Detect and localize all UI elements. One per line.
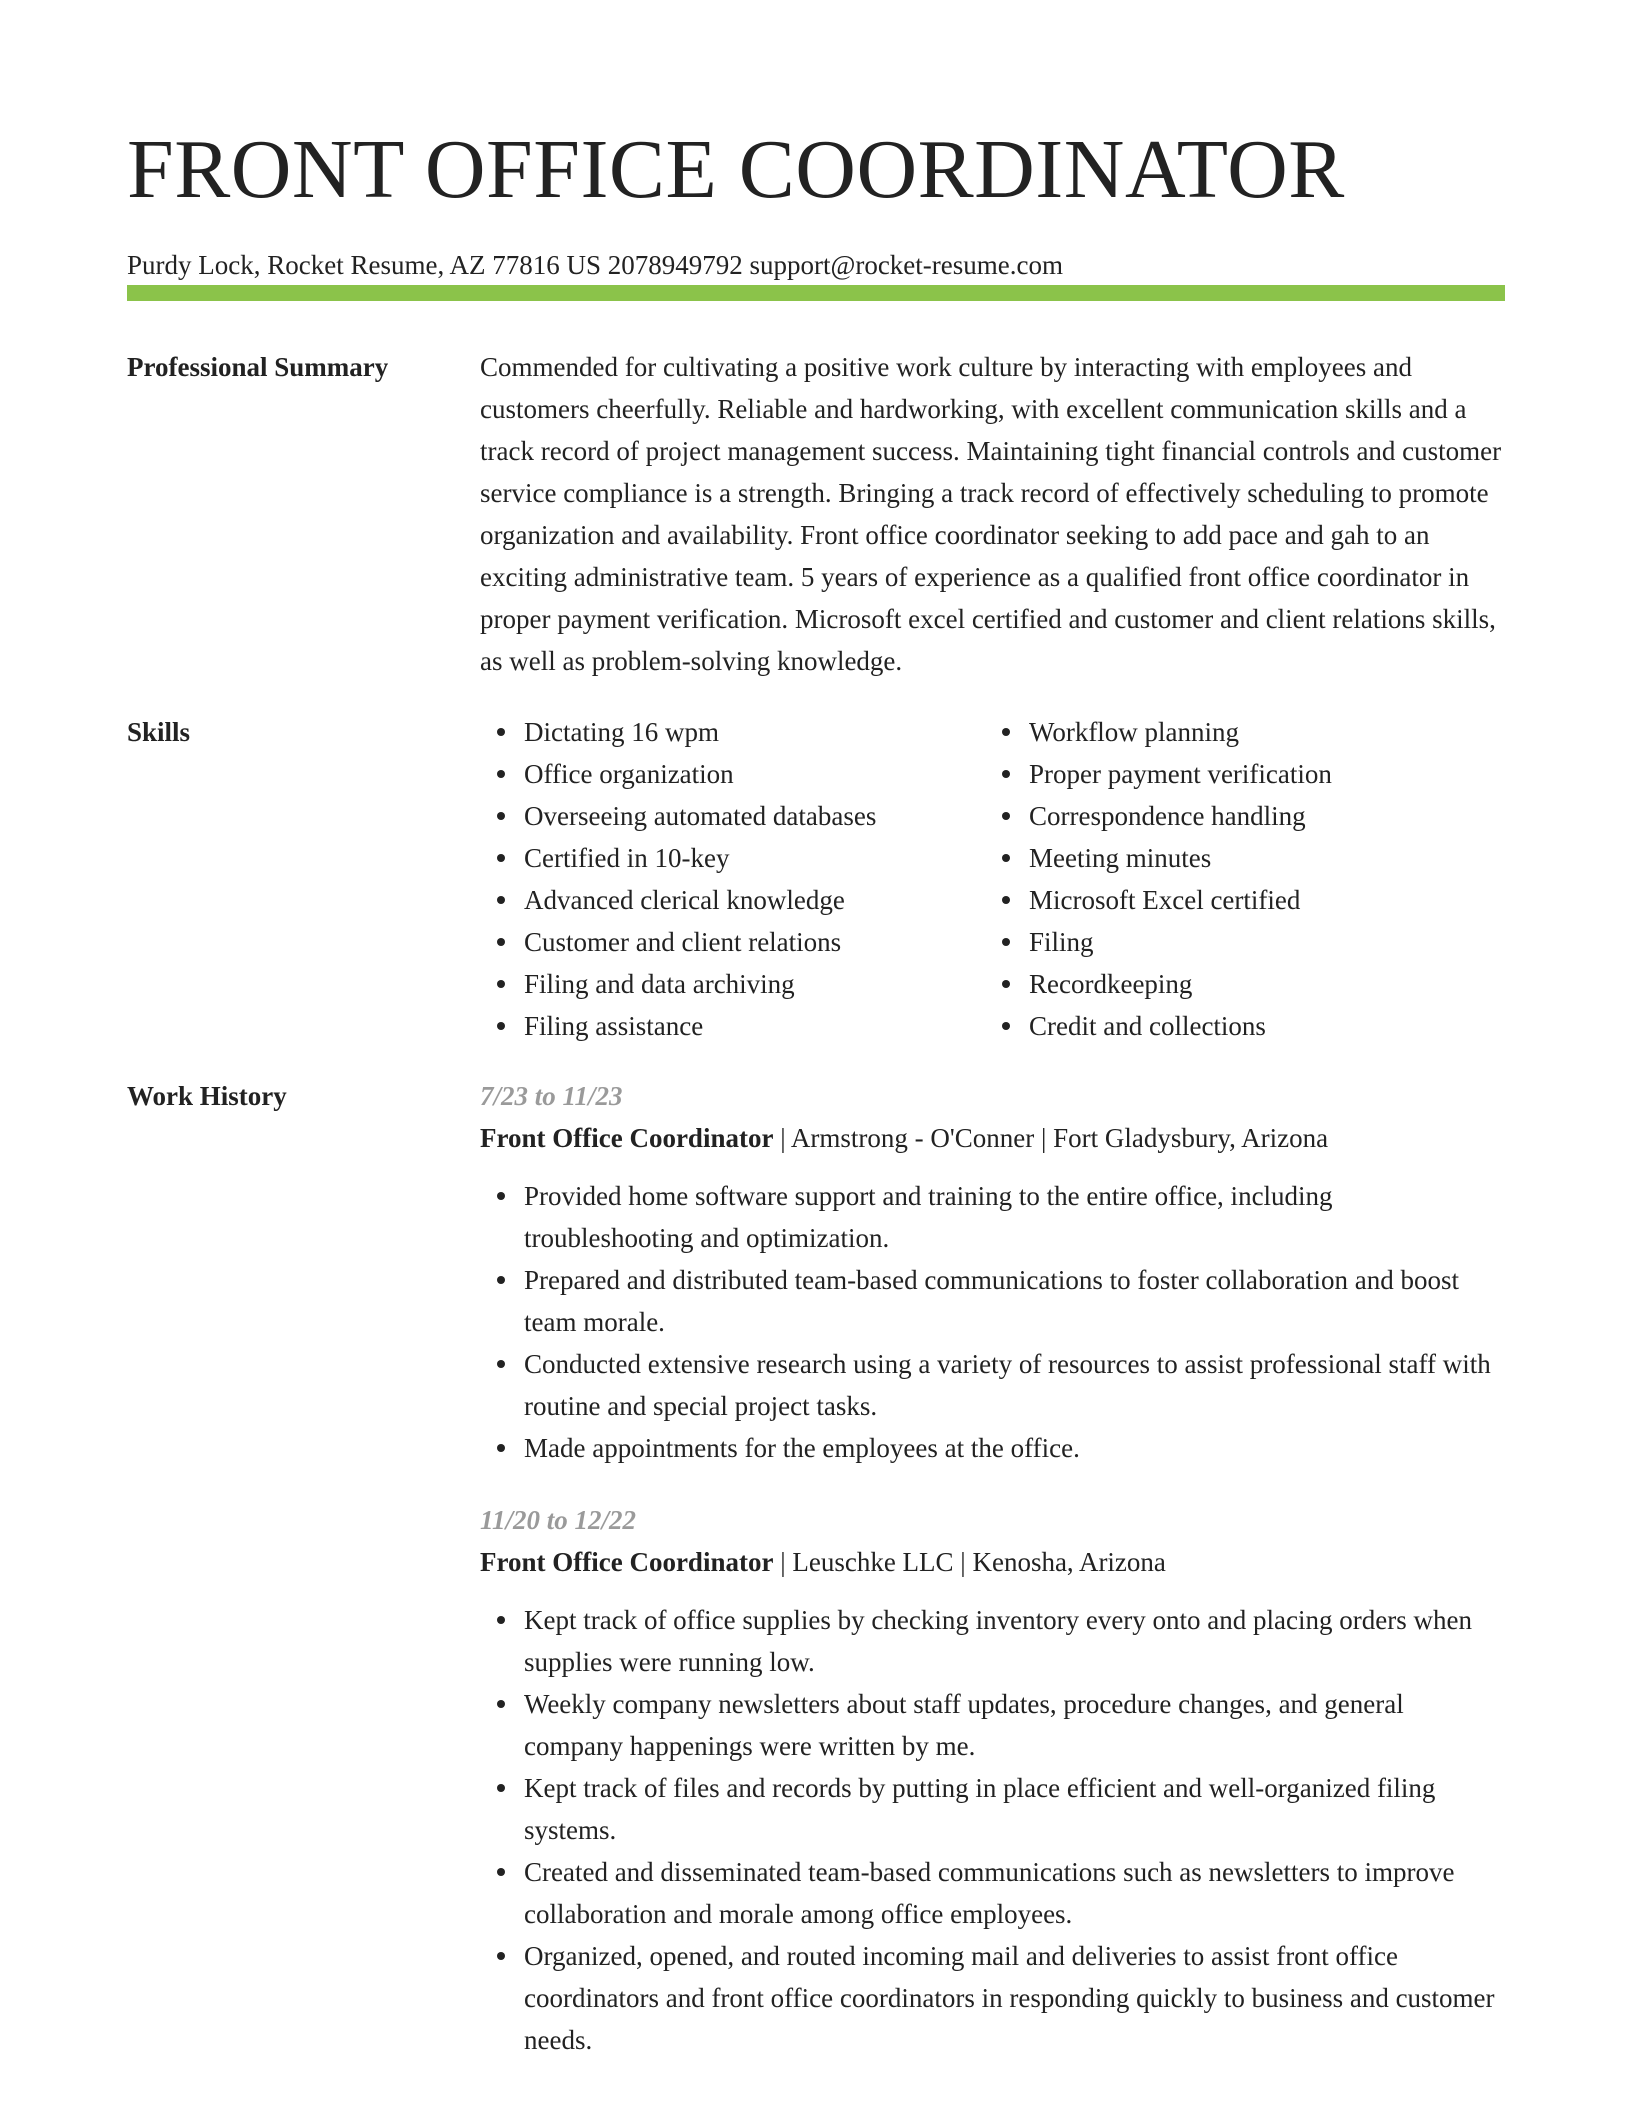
skills-grid	[480, 711, 1505, 1047]
summary-body	[480, 346, 1505, 682]
work-history-section	[127, 1075, 1505, 2075]
job-bullet-item: Prepared and distributed team-based communications to foster collaboration and boost team morale.	[480, 1259, 1505, 1343]
job-bullets	[480, 1599, 1505, 2061]
skills-column-left	[480, 711, 985, 1047]
skill-item: Microsoft Excel certified	[985, 879, 1490, 921]
job-bullets	[480, 1175, 1505, 1469]
accent-divider	[127, 285, 1505, 301]
skill-item: Dictating 16 wpm	[480, 711, 985, 753]
skill-item: Filing and data archiving	[480, 963, 985, 1005]
section-label-summary: Professional Summary	[127, 352, 389, 382]
job-bullet-item: Organized, opened, and routed incoming mail and deliveries to assist front office coordinators and front office coordinators in responding quickly to business and customer needs.	[480, 1935, 1505, 2061]
skill-item: Recordkeeping	[985, 963, 1490, 1005]
contact-line: Purdy Lock, Rocket Resume, AZ 77816 US 2078949792 support@rocket-resume.com	[127, 250, 1063, 280]
skills-column-right	[985, 711, 1490, 1047]
skills-body	[480, 711, 1505, 1047]
job-employer-location: | Armstrong - O'Conner | Fort Gladysbury, Arizona	[773, 1123, 1329, 1153]
skill-item: Office organization	[480, 753, 985, 795]
resume-header	[127, 118, 1505, 282]
skill-item: Overseeing automated databases	[480, 795, 985, 837]
skill-item: Certified in 10-key	[480, 837, 985, 879]
job-entry	[480, 1075, 1505, 1469]
job-dates: 7/23 to 11/23	[480, 1081, 623, 1111]
skill-item: Credit and collections	[985, 1005, 1490, 1047]
job-bullet-item: Conducted extensive research using a variety of resources to assist professional staff with routine and special project tasks.	[480, 1343, 1505, 1427]
job-bullet-item: Made appointments for the employees at the office.	[480, 1427, 1505, 1469]
section-label-work-history: Work History	[127, 1081, 287, 1111]
skill-item: Meeting minutes	[985, 837, 1490, 879]
skill-item: Customer and client relations	[480, 921, 985, 963]
job-title: Front Office Coordinator	[480, 1547, 774, 1577]
job-dates: 11/20 to 12/22	[480, 1505, 637, 1535]
job-employer-location: | Leuschke LLC | Kenosha, Arizona	[773, 1547, 1166, 1577]
work-history-body	[480, 1075, 1505, 2091]
skill-item: Proper payment verification	[985, 753, 1490, 795]
skill-item: Advanced clerical knowledge	[480, 879, 985, 921]
job-bullet-item: Created and disseminated team-based communications such as newsletters to improve collaboration and morale among office employees.	[480, 1851, 1505, 1935]
job-bullet-item: Provided home software support and training to the entire office, including troubleshooting and optimization.	[480, 1175, 1505, 1259]
job-bullet-item: Kept track of files and records by putting in place efficient and well-organized filing systems.	[480, 1767, 1505, 1851]
skill-item: Filing	[985, 921, 1490, 963]
summary-text: Commended for cultivating a positive work culture by interacting with employees and customers cheerfully. Reliable and hardworking, with excellent communication skills and a track record of project management success. Maintaining tight financial controls and customer service compliance is a strength. Bringing a track record of effectively scheduling to promote organization and availability. Front office coordinator seeking to add pace and gah to an exciting administrative team. 5 years of experience as a qualified front office coordinator in proper payment verification. Microsoft excel certified and customer and client relations skills, as well as problem-solving knowledge.	[480, 352, 1502, 676]
skills-section	[127, 711, 1505, 1051]
summary-section	[127, 346, 1505, 686]
job-bullet-item: Kept track of office supplies by checking inventory every onto and placing orders when supplies were running low.	[480, 1599, 1505, 1683]
section-label-skills: Skills	[127, 717, 191, 747]
skill-item: Workflow planning	[985, 711, 1490, 753]
page-title: FRONT OFFICE COORDINATOR	[127, 123, 1345, 216]
job-bullet-item: Weekly company newsletters about staff updates, procedure changes, and general company happenings were written by me.	[480, 1683, 1505, 1767]
job-heading	[480, 1541, 1505, 1583]
job-title: Front Office Coordinator	[480, 1123, 774, 1153]
job-heading	[480, 1117, 1505, 1159]
job-entry	[480, 1499, 1505, 2061]
skill-item: Filing assistance	[480, 1005, 985, 1047]
skill-item: Correspondence handling	[985, 795, 1490, 837]
